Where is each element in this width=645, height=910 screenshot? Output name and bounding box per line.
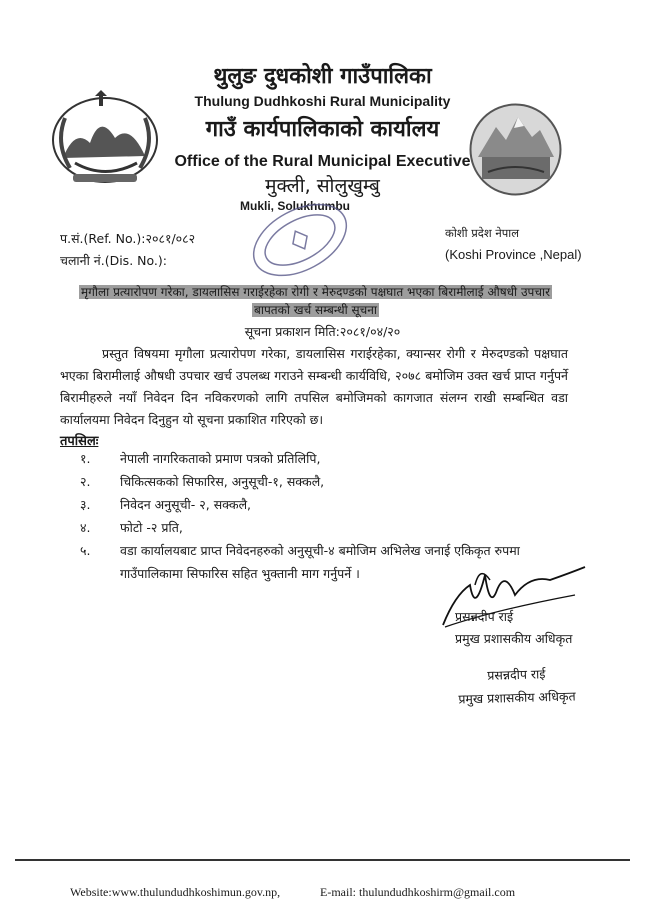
list-item-number: ४.: [80, 520, 91, 535]
ref-number: प.सं.(Ref. No.):२०८१/०८२: [60, 231, 196, 246]
official-seal-stamp: [240, 200, 360, 280]
footer-email: E-mail: thulundudhkoshirm@gmail.com: [320, 885, 516, 899]
province-block: [445, 222, 582, 266]
office-name-english: Office of the Rural Municipal Executive: [174, 153, 471, 170]
province-nepali: कोशी प्रदेश नेपाल: [445, 226, 520, 240]
stamp-designation: प्रमुख प्रशासकीय अधिकृत: [458, 688, 576, 707]
dispatch-number: चलानी नं.(Dis. No.):: [60, 253, 167, 268]
office-name-nepali: गाउँ कार्यपालिकाको कार्यालय: [205, 117, 440, 142]
list-heading: तपसिलः: [60, 434, 99, 449]
subject-text: मृगौला प्रत्यारोपण गरेका, डायलासिस गराईरहेका रोगी र मेरुदण्डको पक्षघात भएका बिरामीलाई औषधी उपचार बापतको खर्च सम्बन्धी सूचना: [80, 285, 550, 317]
list-item-number: ३.: [80, 497, 91, 512]
signatory-block: [455, 606, 572, 650]
municipality-name-english: Thulung Dudhkoshi Rural Municipality: [194, 93, 451, 109]
signatory-designation: प्रमुख प्रशासकीय अधिकृत: [455, 631, 573, 646]
stamp-name: प्रसन्नदीप राई: [487, 666, 546, 683]
footer-website: Website:www.thulundudhkoshimun.gov.np,: [70, 885, 281, 899]
list-item-number: १.: [80, 451, 91, 466]
list-item-text: चिकित्सकको सिफारिस, अनुसूची-१, सक्कलै,: [120, 474, 325, 489]
list-item-text: नेपाली नागरिकताको प्रमाण पत्रको प्रतिलिपि,: [120, 451, 321, 466]
list-item: [80, 493, 570, 516]
notice-subject: [68, 283, 563, 319]
list-item: [80, 516, 570, 539]
list-item-text: वडा कार्यालयबाट प्राप्त निवेदनहरुको अनुसूची-४ बमोजिम अभिलेख जनाई एकिकृत रुपमा गाउँपालिकामा सिफारिस सहित भुक्तानी माग गर्नुपर्ने ।: [120, 543, 520, 581]
signatory-name: प्रसन्नदीप राई: [455, 609, 514, 624]
notice-body: प्रस्तुत विषयमा मृगौला प्रत्यारोपण गरेका, डायलासिस गराईरहेका, क्यान्सर रोगी र मेरुदण्डको पक्षघात भएका बिरामीलाई औषधी उपचार खर्च उपलब्ध गराउने सम्बन्धी कार्यविधि, २०७८ बमोजिम उक्त खर्च प्राप्त गर्नुपर्ने बिरामीहरुले नयाँ निवेदन दिन नविकरणको लागि तपसिल बमोजिमको कागजात संलग्न राखी सम्बन्धित वडा कार्यालयमा निवेदन दिनुहुन यो सूचना प्रकाशित गरिएको छ।: [60, 346, 568, 427]
province-english: (Koshi Province ,Nepal): [445, 247, 582, 262]
list-item: [80, 470, 570, 493]
list-item: [80, 447, 570, 470]
list-item-number: २.: [80, 474, 91, 489]
publication-date: सूचना प्रकाशन मिति:२०८१/०४/२०: [244, 324, 401, 339]
location-nepali: मुक्ली, सोलुखुम्बु: [265, 175, 380, 197]
list-item-number: ५.: [80, 543, 91, 558]
reference-block: [60, 228, 195, 272]
footer-divider: [15, 859, 630, 861]
location-english: Mukli, Solukhumbu: [240, 199, 350, 213]
signatory-stamp: [457, 661, 576, 710]
list-item-text: फोटो -२ प्रति,: [120, 520, 183, 535]
municipality-name-nepali: थुलुङ दुधकोशी गाउँपालिका: [213, 64, 432, 89]
list-item-text: निवेदन अनुसूची- २, सक्कलै,: [120, 497, 252, 512]
